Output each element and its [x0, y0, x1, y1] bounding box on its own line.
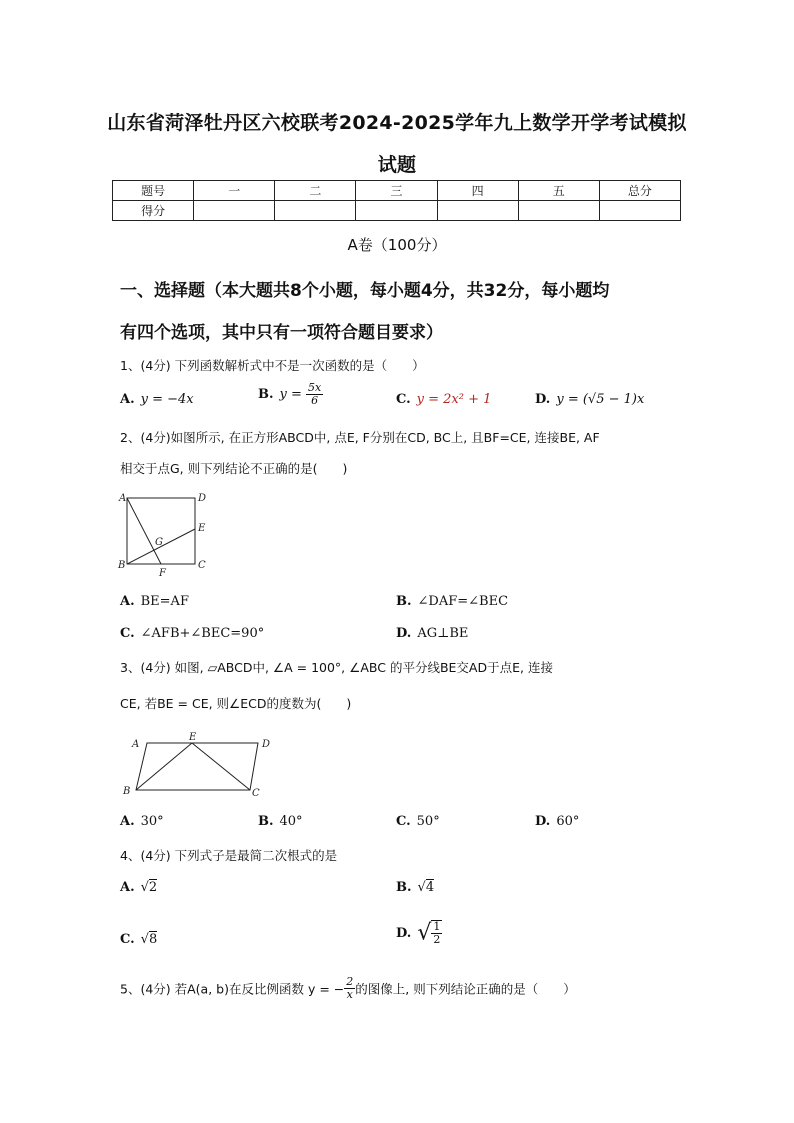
- q1-option-a: [120, 392, 194, 407]
- label-b: B: [118, 560, 126, 571]
- option-label: B.: [258, 814, 274, 829]
- score-blank: [194, 201, 275, 221]
- sqrt-symbol: √: [140, 932, 149, 947]
- option-text: ∠DAF=∠BEC: [417, 594, 509, 609]
- segment-ce: [192, 743, 250, 790]
- option-expr: y = (√5 − 1)x: [556, 392, 645, 407]
- option-label: D.: [396, 925, 412, 941]
- q3-option-a: [120, 814, 164, 829]
- q4-option-a: [120, 880, 157, 895]
- score-cell: 一: [194, 181, 275, 201]
- score-cell: 四: [437, 181, 518, 201]
- option-text: 30°: [140, 814, 164, 829]
- option-label: B.: [258, 387, 274, 402]
- radicand: 4: [425, 880, 435, 895]
- question-5-stem-start: 5、(4分) 若A(a, b)在反比例函数 y = −: [120, 981, 345, 997]
- q4-option-d: [396, 920, 442, 946]
- segment-be: [136, 743, 192, 790]
- option-label: C.: [120, 932, 135, 947]
- square-abcd: [127, 498, 195, 564]
- option-label: A.: [120, 880, 135, 895]
- q1-option-c: [396, 392, 491, 407]
- fraction: [344, 976, 355, 1001]
- page-title: 山东省菏泽牡丹区六校联考2024-2025学年九上数学开学考试模拟: [107, 112, 687, 134]
- question-5-stem-end: 的图像上, 则下列结论正确的是（ ）: [355, 981, 576, 997]
- option-label: C.: [396, 392, 411, 407]
- option-label: D.: [535, 392, 551, 407]
- label-e: E: [198, 523, 206, 534]
- radicand-fraction: [431, 920, 442, 946]
- option-label: D.: [396, 626, 412, 641]
- score-cell: 总分: [599, 181, 680, 201]
- q2-option-d: [396, 626, 468, 641]
- label-a: A: [119, 493, 127, 504]
- question-3-stem-line2: CE, 若BE = CE, 则∠ECD的度数为( ): [120, 696, 352, 711]
- label-g: G: [155, 537, 163, 548]
- q3-option-c: [396, 814, 440, 829]
- parallelogram-abcd: [136, 743, 258, 790]
- score-blank: [599, 201, 680, 221]
- option-text: 60°: [556, 814, 580, 829]
- q3-option-b: [258, 814, 303, 829]
- parallelogram-figure: [118, 728, 283, 800]
- segment-af: [127, 498, 161, 564]
- label-d: D: [198, 493, 207, 504]
- option-expr: y = −4x: [140, 392, 194, 407]
- score-cell: 三: [356, 181, 437, 201]
- option-expr-lhs: y =: [279, 387, 302, 402]
- option-label: D.: [535, 814, 551, 829]
- square-figure: [115, 488, 215, 580]
- q2-option-c: [120, 626, 264, 641]
- label-b: B: [123, 786, 131, 797]
- volume-heading: A卷（100分）: [347, 236, 447, 254]
- sqrt-symbol: √: [417, 880, 426, 895]
- label-d: D: [262, 739, 271, 750]
- question-2-stem: 2、(4分)如图所示, 在正方形ABCD中, 点E, F分别在CD, BC上, 且BF=CE, 连接BE, AF: [120, 430, 600, 445]
- option-label: C.: [120, 626, 135, 641]
- fraction-numerator: 2: [346, 975, 354, 988]
- score-blank: [437, 201, 518, 221]
- option-label: B.: [396, 594, 412, 609]
- sqrt-symbol: √: [140, 880, 149, 895]
- score-table-score-row: [113, 201, 681, 221]
- sqrt-symbol: √: [417, 920, 432, 946]
- score-blank: [518, 201, 599, 221]
- label-e: E: [189, 732, 197, 743]
- fraction-numerator: 5x: [308, 381, 322, 394]
- option-text: BE=AF: [140, 594, 189, 609]
- q2-option-b: [396, 594, 508, 609]
- radicand: 8: [148, 932, 158, 947]
- option-label: B.: [396, 880, 412, 895]
- score-cell: 五: [518, 181, 599, 201]
- question-4-stem: 4、(4分) 下列式子是最简二次根式的是: [120, 848, 338, 863]
- question-5-stem: [120, 976, 576, 1001]
- option-text: 40°: [279, 814, 303, 829]
- fraction: [306, 382, 323, 407]
- score-table: [112, 180, 681, 221]
- question-3-stem: 3、(4分) 如图, ▱ABCD中, ∠A = 100°, ∠ABC 的平分线BE交AD于点E, 连接: [120, 660, 553, 675]
- label-a: A: [132, 739, 140, 750]
- label-c: C: [252, 788, 260, 799]
- option-expr: y = 2x² + 1: [416, 392, 492, 407]
- option-text: ∠AFB+∠BEC=90°: [140, 626, 265, 641]
- score-cell: 二: [275, 181, 356, 201]
- option-text: AG⊥BE: [417, 626, 469, 641]
- q4-option-c: [120, 932, 157, 947]
- q3-option-d: [535, 814, 579, 829]
- fraction-denominator: 6: [311, 394, 319, 407]
- score-table-header-row: [113, 181, 681, 201]
- option-label: A.: [120, 594, 135, 609]
- question-1-stem: 1、(4分) 下列函数解析式中不是一次函数的是（ ）: [120, 358, 425, 373]
- q1-option-b: [258, 382, 323, 407]
- option-label: A.: [120, 392, 135, 407]
- q4-option-b: [396, 880, 434, 895]
- fraction-numerator: 1: [433, 920, 441, 933]
- option-text: 50°: [416, 814, 440, 829]
- fraction-denominator: x: [346, 988, 353, 1001]
- score-cell: 题号: [113, 181, 194, 201]
- section-heading: 一、选择题（本大题共8个小题，每小题4分，共32分，每小题均: [120, 281, 610, 301]
- option-label: A.: [120, 814, 135, 829]
- radicand: 2: [148, 880, 158, 895]
- score-blank: [275, 201, 356, 221]
- q1-option-d: [535, 392, 644, 407]
- question-2-stem-line2: 相交于点G, 则下列结论不正确的是( ): [120, 461, 348, 476]
- score-blank: [356, 201, 437, 221]
- score-cell: 得分: [113, 201, 194, 221]
- fraction-denominator: 2: [433, 933, 441, 946]
- option-label: C.: [396, 814, 411, 829]
- label-c: C: [198, 560, 206, 571]
- page-title-line2: 试题: [377, 154, 417, 176]
- q2-option-a: [120, 594, 189, 609]
- label-f: F: [159, 568, 166, 579]
- section-heading-line2: 有四个选项，其中只有一项符合题目要求）: [120, 323, 443, 343]
